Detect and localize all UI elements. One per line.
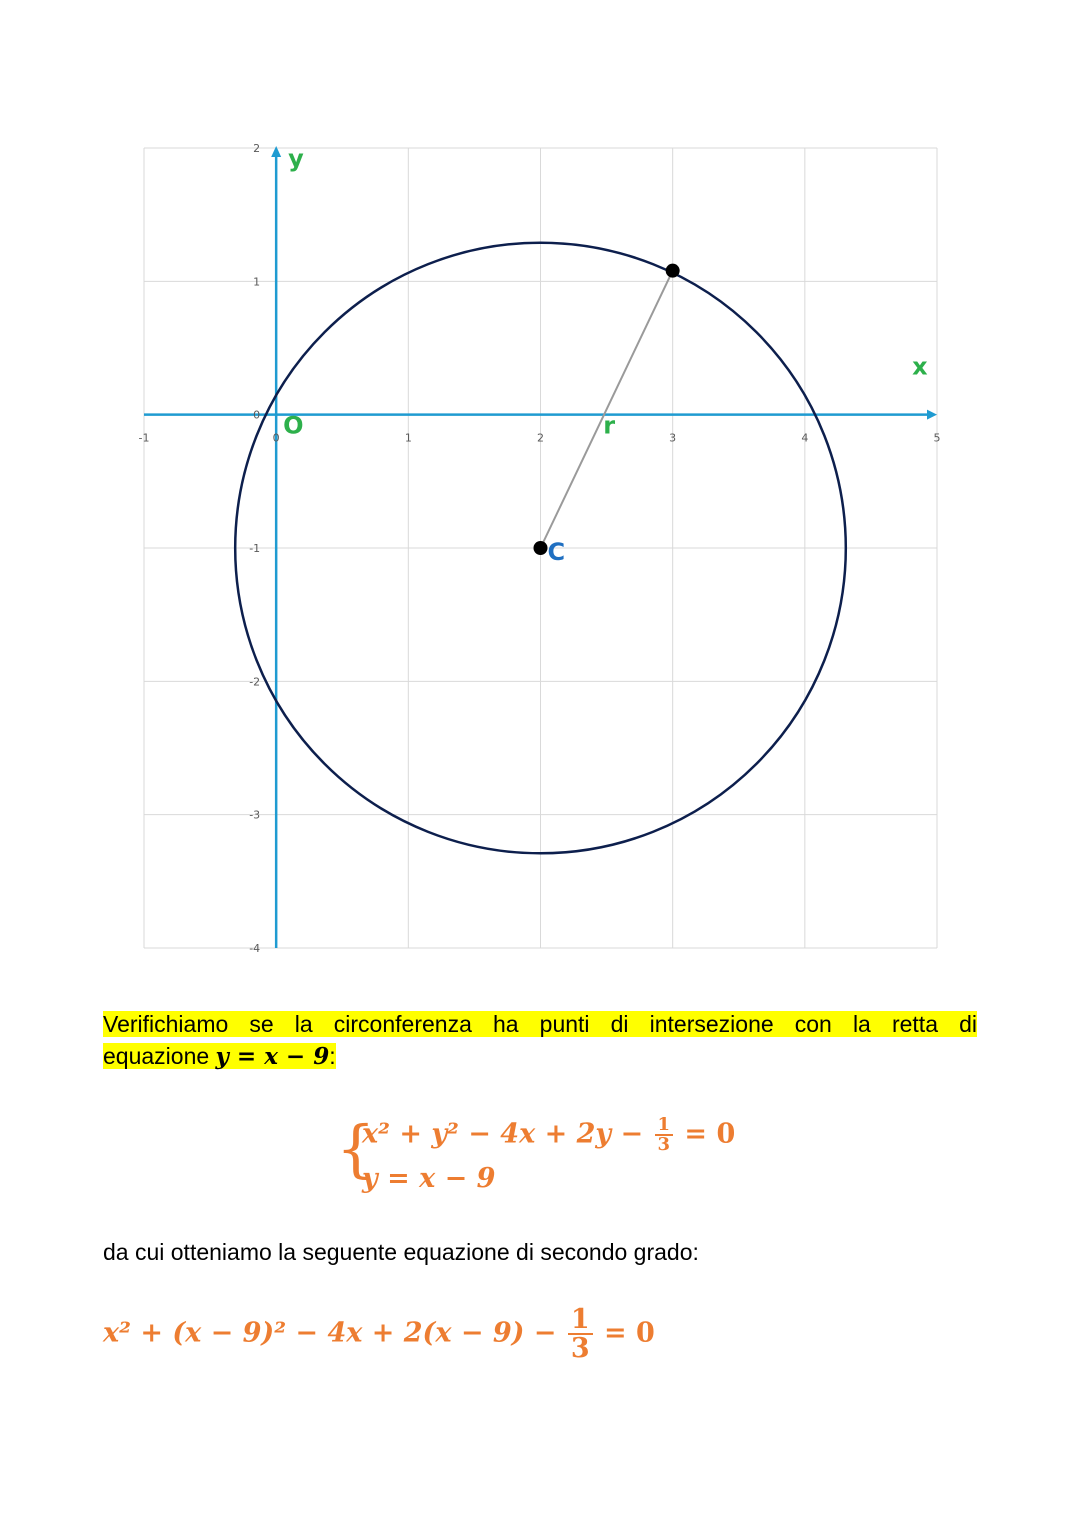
y-tick-label: -1 bbox=[249, 542, 261, 555]
system-frac-num: 1 bbox=[655, 1116, 674, 1136]
radius-label: r bbox=[603, 411, 616, 440]
final-fraction bbox=[568, 1306, 593, 1362]
x-tick-label: 2 bbox=[537, 431, 544, 445]
final-eq-right: = 0 bbox=[594, 1317, 655, 1349]
conclusion-text: da cui otteniamo la seguente equazione di secondo grado: bbox=[103, 1239, 699, 1265]
y-tick-label: -3 bbox=[249, 808, 261, 822]
x-axis-arrow-icon bbox=[927, 410, 937, 420]
final-frac-den: 3 bbox=[570, 1333, 590, 1364]
line-equation: y = x − 9 bbox=[215, 1043, 330, 1070]
system-equation-1 bbox=[362, 1116, 735, 1154]
origin-label: O bbox=[283, 411, 304, 440]
plot-labels bbox=[283, 145, 928, 566]
x-axis-label: x bbox=[912, 352, 928, 381]
circle-point bbox=[666, 264, 680, 278]
y-tick-label: 0 bbox=[253, 408, 261, 422]
y-axis-label: y bbox=[288, 144, 304, 173]
radius-segment bbox=[541, 271, 673, 548]
system-fraction bbox=[655, 1116, 674, 1154]
intro-text: Verifichiamo se la circonferenza ha punti di intersezione con la retta di bbox=[103, 1011, 977, 1037]
y-tick-label: 1 bbox=[253, 275, 261, 289]
final-frac-num: 1 bbox=[568, 1306, 593, 1335]
intro-prefix: equazione bbox=[103, 1043, 216, 1069]
system-frac-den: 3 bbox=[657, 1134, 671, 1155]
intro-suffix: : bbox=[329, 1043, 336, 1069]
y-tick-label: 2 bbox=[253, 142, 261, 155]
y-tick-label: -4 bbox=[249, 942, 261, 955]
intro-line2 bbox=[103, 1043, 336, 1069]
x-tick-label: -1 bbox=[138, 431, 150, 445]
system-eq1-left: x² + y² − 4x + 2y − bbox=[362, 1118, 653, 1150]
system-brace: { bbox=[336, 1112, 376, 1185]
x-tick-label: 3 bbox=[669, 431, 677, 445]
y-tick-label: -2 bbox=[249, 675, 261, 689]
x-tick-label: 1 bbox=[404, 431, 412, 445]
intro-paragraph-line2 bbox=[103, 1040, 977, 1073]
system-eq1-right: = 0 bbox=[675, 1118, 736, 1150]
system-equation-2 bbox=[362, 1163, 495, 1194]
system-eq2: y = x − 9 bbox=[362, 1163, 496, 1194]
final-eq-left: x² + (x − 9)² − 4x + 2(x − 9) − bbox=[103, 1317, 566, 1349]
x-tick-label: 0 bbox=[272, 431, 280, 445]
x-tick-label: 4 bbox=[801, 431, 809, 445]
center-label: C bbox=[547, 538, 566, 566]
final-equation bbox=[103, 1306, 655, 1362]
x-tick-label: 5 bbox=[933, 431, 941, 445]
center-point bbox=[534, 541, 548, 555]
conclusion-paragraph bbox=[103, 1236, 977, 1268]
intro-paragraph-line1 bbox=[103, 1008, 977, 1040]
